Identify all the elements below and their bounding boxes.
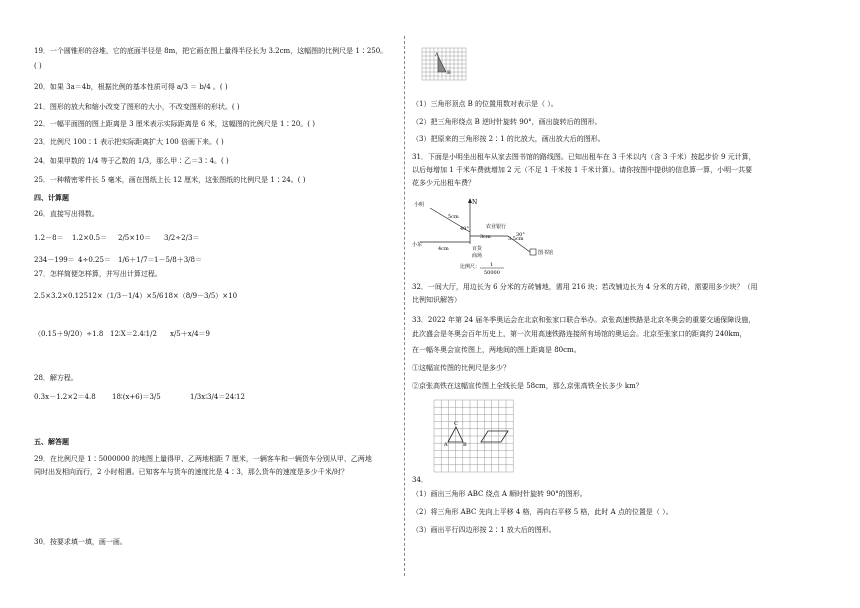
label-store-2: 商场	[472, 253, 483, 259]
equation-28a: 0.3x－1.2×2＝4.8	[34, 393, 96, 401]
label-A: A	[435, 52, 439, 58]
calc-2-4: 1－5/8＋3/8＝	[154, 256, 202, 264]
label-4cm: 4cm	[438, 246, 449, 252]
label-xiaodong: 小东	[412, 242, 423, 248]
column-divider	[404, 36, 405, 576]
question-28: 28．解方程。	[34, 374, 78, 382]
answer-bracket-19: ( )	[34, 62, 42, 70]
calc-1-2: 1.2×0.5＝	[72, 234, 108, 242]
question-22: 22．一幅平面图的图上距离是 3 厘米表示实际距离是 6 米，这幅图的比例尺是 1∶20。( )	[34, 120, 315, 128]
question-31-line3: 花多少元出租车费？	[412, 179, 475, 187]
parallelogram	[481, 431, 508, 442]
grid-figure-30	[412, 44, 532, 94]
instruction-30-2: （2）把三角形绕点 B 逆时针旋转 90°，画出旋转后的图形。	[412, 118, 602, 126]
question-26: 26．直接写出得数。	[34, 210, 99, 218]
label-bank: 农业银行	[486, 224, 507, 230]
question-30: 30．按要求填一填，画一画。	[34, 538, 127, 546]
question-20: 20．如果 3a＝4b，根据比例的基本性质可得 a/3 ＝ b/4 。( )	[34, 83, 228, 91]
question-33-line2: 此次盛会是冬奥会百年历史上，第一次用高速铁路连接所有场馆的奥运会。北京至张家口的距离约 240km，	[412, 330, 747, 338]
instruction-34-3: （3）画出平行四边形按 2∶1 放大后的图形。	[412, 526, 556, 534]
calc-2-2: 4÷0.25＝	[78, 256, 111, 264]
question-25: 25．一种精密零件长 5 毫米，画在图纸上长 12 厘米，这张图纸的比例尺是 1∶24。( )	[34, 176, 306, 184]
section-4-heading: 四、计算题	[34, 193, 69, 202]
label-5cm: 5cm	[448, 214, 459, 220]
question-21: 21．图形的放大和缩小改变了图形的大小，不改变图形的形状。( )	[34, 103, 240, 111]
label-xiaoming: 小明	[414, 202, 425, 208]
question-32-line2: 比例知识解答）	[412, 296, 461, 304]
question-24: 24．如果甲数的 1/4 等于乙数的 1/3，那么甲∶乙＝3∶4。( )	[34, 157, 229, 165]
instruction-34-2: （2）将三角形 ABC 先向上平移 4 格，再向右平移 5 格，此时 A 点的位置是（ ）。	[412, 508, 673, 516]
label-A: A	[444, 442, 448, 448]
grid-figure-34	[428, 398, 554, 480]
calc-1-3: 2/5×10＝	[118, 234, 152, 242]
label-B: B	[447, 70, 451, 76]
simplify-27e: 12∶X＝2.4∶1/2	[110, 330, 157, 338]
simplify-27f: x/5＋x/4＝9	[170, 330, 210, 338]
label-C: C	[454, 421, 458, 427]
section-5-heading: 五、解答题	[34, 437, 69, 446]
north-label: N	[472, 199, 478, 206]
label-3cm: 3cm	[480, 234, 491, 240]
question-34: 34．	[412, 476, 428, 484]
calc-1-1: 1.2－8＝	[34, 234, 64, 242]
instruction-34-1: （1）画出三角形 ABC 绕点 A 顺时针旋转 90°的图形。	[412, 490, 587, 498]
scale-denominator: 50000	[484, 270, 500, 276]
instruction-30-1: （1）三角形顶点 B 的位置用数对表示是（ ）。	[412, 100, 558, 108]
calc-1-4: 3/2÷2/3＝	[164, 234, 200, 242]
route-map	[412, 196, 572, 276]
label-scale: 比例尺：	[460, 264, 481, 270]
label-B: B	[463, 442, 467, 448]
instruction-30-3: （3）把原来的三角形按 2∶1 的比放大，画出放大后的图形。	[412, 135, 605, 143]
scale-numerator: 1	[490, 262, 494, 268]
question-33-line3: 在一幅冬奥会宣传图上，两地间的图上距离是 80cm。	[412, 346, 581, 354]
question-23: 23．比例尺 100∶1 表示把实际距离扩大 100 倍画下来。( )	[34, 138, 224, 146]
question-31-line1: 31．下面是小明坐出租车从家去图书馆的路线图。已知出租车在 3 千米以内（含 3 千米）按起步价 9 元计算，	[412, 153, 756, 161]
simplify-27b: 12×（1/3－1/4）×5/6	[88, 292, 164, 300]
label-30-degrees: 30°	[516, 232, 525, 238]
question-33-part1: ①这幅宣传图的比例尺是多少？	[412, 364, 510, 372]
question-33-line1: 33．2022 年第 24 届冬季奥运会在北京和张家口联合举办。京张高速铁路是北京冬奥会的重要交通保障设施，	[412, 316, 756, 324]
label-library: 图书馆	[538, 250, 554, 256]
label-40-degrees: 40°	[460, 226, 469, 232]
question-31-line2: 以后每增加 1 千米车费就增加 2 元（不足 1 千米按 1 千米计算）。请你按图中提供的信息算一算，小明一共要	[412, 166, 753, 174]
question-19: 19．一个圆锥形的谷堆，它的底面半径是 8m，把它画在图上量得半径长为 3.2cm，这幅图的比例尺是 1∶250。	[34, 47, 388, 55]
simplify-27d: （0.15＋9/20）÷1.8	[34, 330, 104, 338]
question-27: 27．怎样简便怎样算，并写出计算过程。	[34, 270, 162, 278]
question-29-line2: 同时出发相向而行，2 小时相遇。已知客车与货车的速度比是 4∶3，那么货车的速度是多少千米/时？	[34, 468, 349, 476]
question-33-part2: ②京张高铁在这幅宣传图上全线长是 58cm，那么京张高铁全长多少 km？	[412, 382, 643, 390]
question-29-line1: 29．在比例尺是 1∶5000000 的地图上量得甲、乙两地相距 7 厘米，一辆客车和一辆货车分别从甲、乙两地	[34, 455, 372, 463]
simplify-27a: 2.5×3.2×0.125	[34, 292, 89, 300]
calc-2-3: 1/6＋1/7＝	[118, 256, 155, 264]
question-32-line1: 32．一间大厅，用边长为 6 分米的方砖铺地，需用 216 块；若改铺边长为 4 分米的方砖，需要用多少块？（用	[412, 283, 758, 291]
label-3-5cm: 3.5cm	[508, 236, 524, 242]
equation-28c: 1/3x∶3/4＝24∶12	[190, 393, 245, 401]
calc-2-1: 234－199＝	[34, 256, 75, 264]
equation-28b: 18∶(x+6)＝3/5	[112, 393, 161, 401]
label-store-1: 百货	[472, 246, 483, 252]
simplify-27c: 18×（8/9－3/5）×10	[164, 292, 238, 300]
